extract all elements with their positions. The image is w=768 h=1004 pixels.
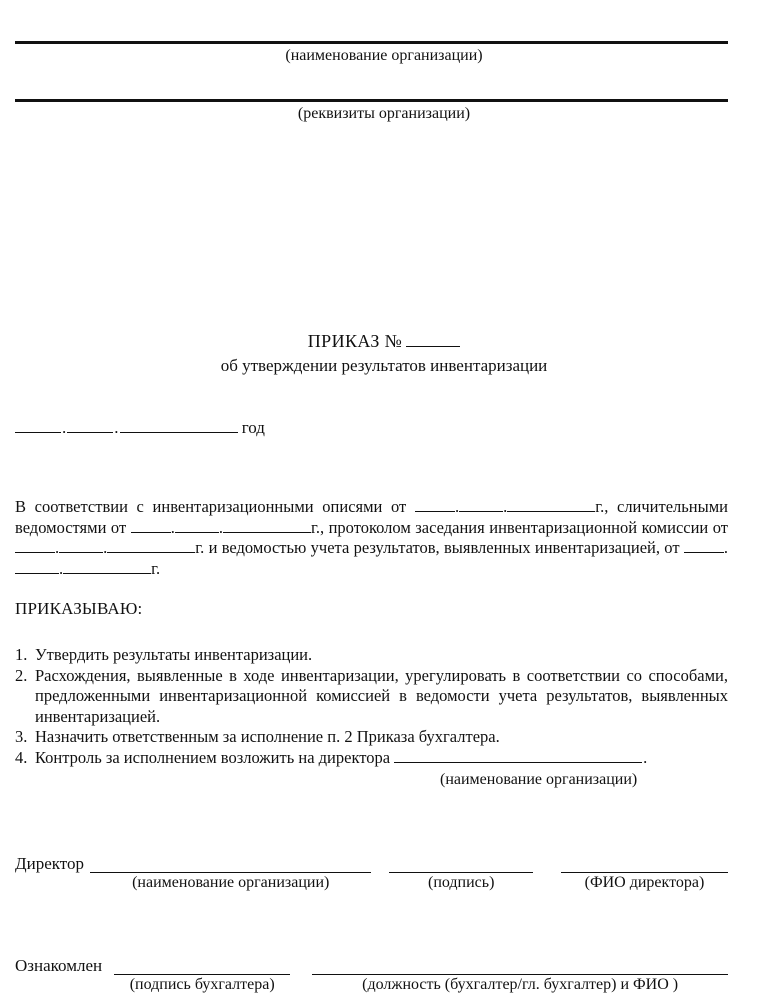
caption-accountant-position: (должность (бухгалтер/гл. бухгалтер) и ФИО ) [362, 976, 679, 993]
list-item-number: 4. [15, 747, 28, 767]
intro-text-part-2: г., сличительными ведомостями от [15, 497, 728, 537]
accountant-signature-field[interactable] [114, 959, 290, 975]
caption-director-signature: (подпись) [427, 874, 495, 891]
accountant-signature-rule [114, 959, 290, 975]
title-block [0, 330, 768, 377]
document-date-line [15, 418, 265, 438]
list-item [15, 645, 728, 666]
list-item-4-text-before: Контроль за исполнением возложить на директора [35, 747, 391, 767]
director-signature-rule [389, 857, 532, 873]
list-item-number: 2. [15, 665, 28, 685]
director-fio-field[interactable] [561, 857, 728, 873]
director-signature-row [15, 855, 728, 892]
accountant-position-field[interactable] [312, 959, 728, 975]
results-date-year-blank[interactable] [63, 560, 151, 574]
protocol-date-year-blank[interactable] [107, 539, 195, 553]
director-label: Директор [15, 854, 84, 873]
list-item [15, 748, 728, 769]
protocol-date-day-blank[interactable] [15, 539, 55, 553]
protocol-date-month-blank[interactable] [59, 539, 103, 553]
order-number-blank[interactable] [406, 331, 460, 347]
inventory-date-year-blank[interactable] [507, 498, 595, 512]
intro-text-part-5: г. [151, 558, 161, 578]
sep-a2: . [503, 497, 508, 516]
list-item [15, 666, 728, 728]
list-item-text: Расхождения, выявленные в ходе инвентаризации, урегулировать в соответствии со способами, предложенными инвентаризационной комиссией в ведомости учета результатов, выявленных инвентаризацией. [35, 665, 728, 726]
sep-b1: . [170, 517, 175, 537]
list-item [15, 727, 728, 748]
intro-text-part-1: В соответствии с инвентаризационными описями от [15, 497, 407, 516]
acknowledgement-captions-line [15, 975, 728, 994]
caption-organization-under-item-4: (наименование организации) [440, 771, 638, 788]
acknowledgement-signature-row [15, 957, 728, 994]
compare-date-day-blank[interactable] [131, 519, 171, 533]
list-item-text: Утвердить результаты инвентаризации. [35, 645, 313, 664]
list-item-number: 3. [15, 727, 28, 746]
director-signature-field[interactable] [389, 857, 532, 873]
date-year-label: год [241, 418, 265, 437]
list-item-text: Назначить ответственным за исполнение п. 2 Приказа бухгалтера. [35, 727, 500, 746]
sep-d1: . [723, 538, 729, 557]
date-separator-2: . [114, 418, 119, 437]
order-items-list [15, 645, 728, 768]
document-title-text: ПРИКАЗ № [307, 331, 403, 351]
document-subtitle: об утверждении результатов инвентаризации [220, 355, 548, 375]
caption-director-fio: (ФИО директора) [584, 874, 705, 891]
date-day-blank[interactable] [15, 418, 61, 433]
header-caption-organization-details: (реквизиты организации) [297, 105, 471, 122]
compare-date-year-blank[interactable] [223, 519, 311, 533]
director-organization-field[interactable] [90, 857, 371, 873]
list-item-number: 1. [15, 645, 28, 664]
header-rule-second [15, 99, 728, 102]
sep-c2: . [103, 538, 108, 557]
acknowledgement-label: Ознакомлен [15, 956, 103, 975]
compare-date-month-blank[interactable] [175, 519, 219, 533]
director-signature-line [15, 855, 728, 873]
header-rule-top [15, 41, 728, 44]
director-organization-blank[interactable] [394, 749, 642, 763]
intro-text-part-4: г. и ведомостью учета результатов, выявленных инвентаризацией, от [195, 538, 680, 557]
caption-director-organization: (наименование организации) [132, 874, 330, 891]
sep-c1: . [55, 538, 60, 557]
accountant-position-rule [312, 959, 728, 975]
director-fio-rule [561, 857, 728, 873]
order-heading: ПРИКАЗЫВАЮ: [15, 599, 143, 618]
sep-d2: . [59, 558, 64, 578]
date-month-blank[interactable] [67, 418, 113, 433]
inventory-date-day-blank[interactable] [415, 498, 455, 512]
results-date-month-blank[interactable] [15, 560, 59, 574]
sep-b2: . [218, 517, 223, 537]
intro-text-part-3: г., протоколом заседания инвентаризационной комиссии от [310, 517, 729, 537]
sep-a1: . [454, 497, 460, 516]
intro-paragraph [15, 497, 728, 579]
date-separator-1: . [62, 418, 67, 437]
list-item-4-text-after: . [643, 747, 648, 767]
caption-accountant-signature: (подпись бухгалтера) [129, 976, 275, 993]
director-organization-rule [90, 857, 371, 873]
date-year-blank[interactable] [120, 418, 238, 433]
document-title [0, 330, 768, 353]
header-caption-organization-name: (наименование организации) [285, 47, 483, 64]
inventory-date-month-blank[interactable] [459, 498, 503, 512]
acknowledgement-signature-line [15, 957, 728, 975]
list-item-text [35, 748, 728, 769]
director-captions-line [15, 873, 728, 892]
results-date-day-blank[interactable] [684, 539, 724, 553]
